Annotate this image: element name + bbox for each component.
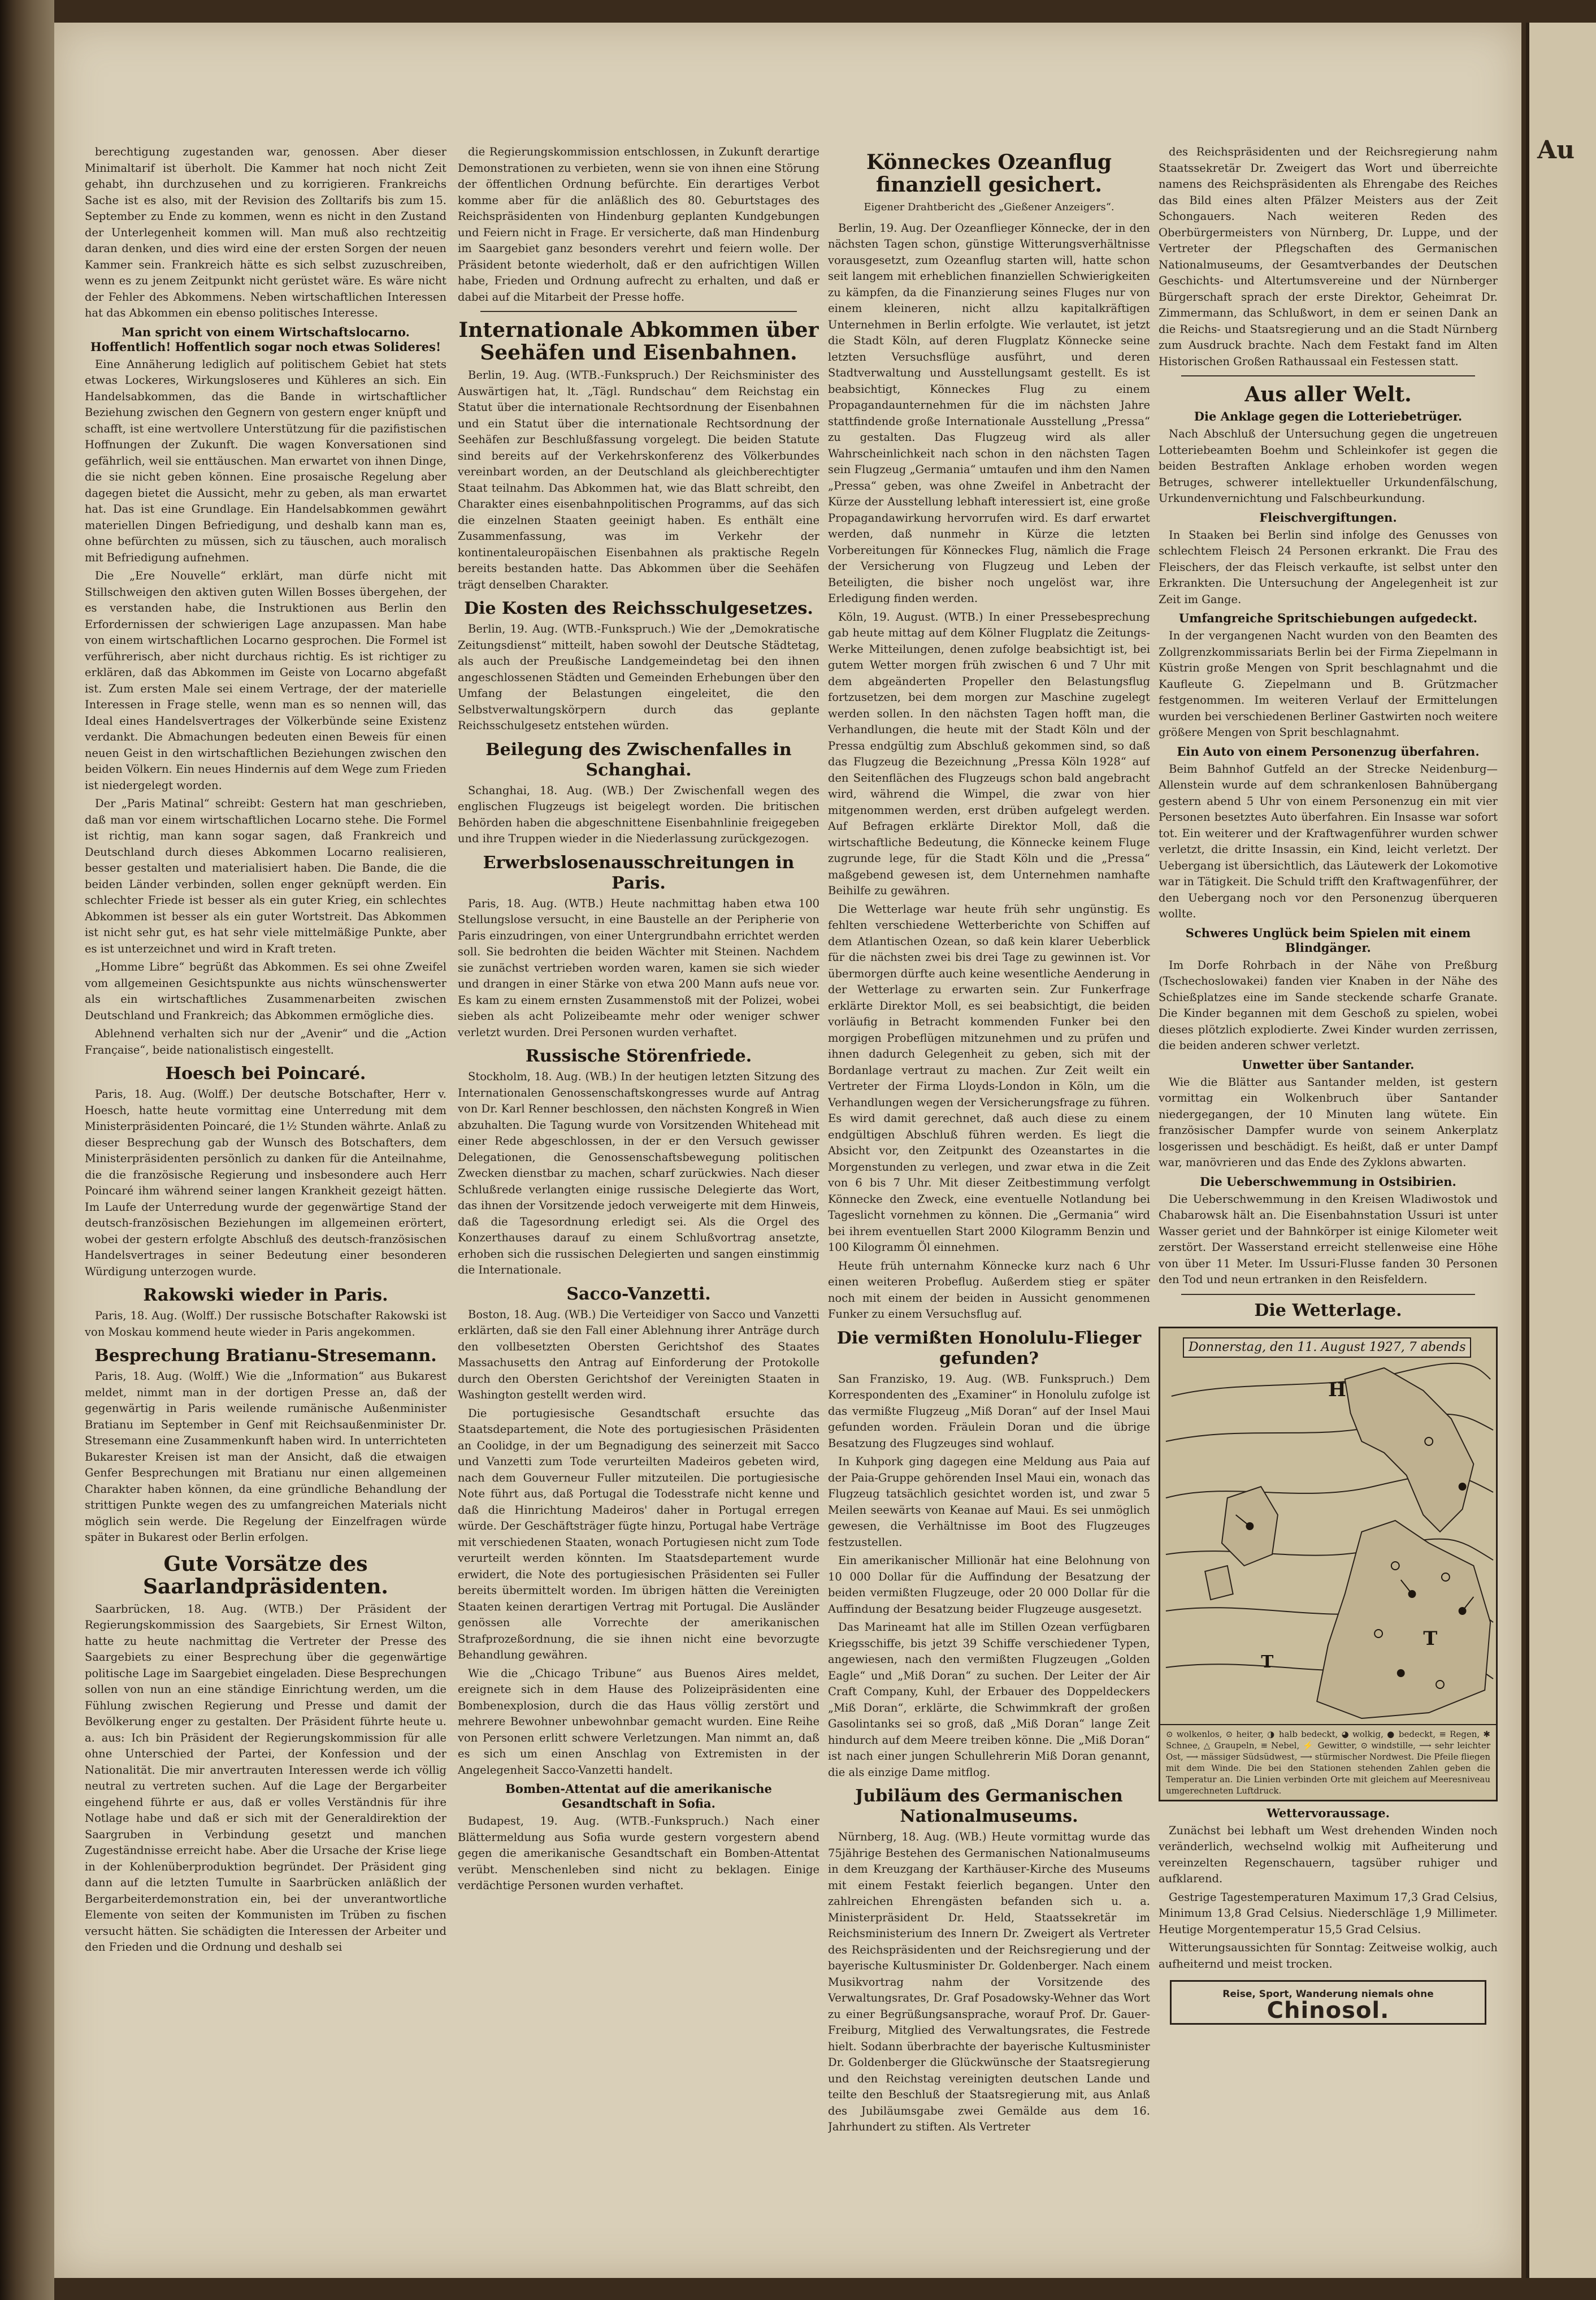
divider [480, 311, 797, 312]
headline-ostsibirien: Die Ueberschwemmung in Ostsibirien. [1200, 1174, 1456, 1189]
article-text: Gestrige Tagestemperaturen Maximum 17,3 Grad Celsius, Minimum 13,8 Grad Celsius. Niederschläge 1,9 Millimeter. Heutige Morgentemperatur 15,5 Grad Celsius. [1159, 1890, 1498, 1936]
headline-honolulu: Die vermißten Honolulu-Flieger gefunden? [836, 1328, 1142, 1368]
byline: Eigener Drahtbericht des „Gießener Anzeigers“. [864, 201, 1114, 213]
headline-fleisch: Fleischvergiftungen. [1259, 510, 1397, 525]
article-text: Ein amerikanischer Millionär hat eine Belohnung von 10 000 Dollar für die Auffindung der Besatzung der beiden vermißten Flugzeuge, oder 20 000 Dollar für die Auffindung der Besatzung beider Flugzeuge ausgesetzt. [828, 1554, 1150, 1615]
column-1 [85, 144, 446, 2190]
headline-auto: Ein Auto von einem Personenzug überfahren. [1177, 744, 1480, 759]
weather-map-drawing [1160, 1328, 1496, 1724]
article-text: Paris, 18. Aug. (Wolff.) Der russische Botschafter Rakowski ist von Moskau kommend heute wieder in Paris angekommen. [85, 1309, 446, 1339]
headline-stoerenfriede: Russische Störenfriede. [525, 1046, 752, 1066]
article-text: Paris, 18. Aug. (Wolff.) Der deutsche Botschafter, Herr v. Hoesch, hatte heute vormittag eine Unterredung mit dem Ministerpräsidenten Poincaré, die 1½ Stunden währte. Anlaß zu dieser Besprechung gab der Wunsch des Botschafters, dem Ministerpräsidenten persönlich zu danken für die Anteilnahme, die die französische Regierung und insbesondere auch Herr Poincaré ihm während seiner langen Krankheit gezeigt hätten. Im Laufe der Unterredung wurde der gegenwärtige Stand der deutsch-französischen Beziehungen im allgemeinen erörtert, wobei der gestern erfolgte Abschluß des deutsch-französischen Handelsvertrages in seiner Bedeutung einer besonderen Würdigung unterzogen wurde. [85, 1088, 446, 1278]
article-text: Die portugiesische Gesandtschaft ersuchte das Staatsdepartement, die Note des portugiesischen Präsidenten an Coolidge, in der um Begnadigung des seinerzeit mit Sacco und Vanzetti zum Tode verurteilten Madeiros gebeten wird, nach dem Gouverneur Fuller mitzuteilen. Die portugiesische Note führt aus, daß Portugal die Todesstrafe nicht kenne und daß die Hinrichtung Madeiros' daher in Portugal erregen würde. Der Geschäftsträger fügte hinzu, Portugal habe Verträge mit verschiedenen Staaten, wonach Portugiesen nicht zum Tode verurteilt werden könnten. Im Staatsdepartement wurde erwidert, die Note des portugiesischen Präsidenten sei Fuller bereits übermittelt worden. Im übrigen hätten die Vereinigten Staaten keinen derartigen Vertrag mit Portugal. Die Ausländer genössen alle Vorrechte der amerikanischen Strafprozeßordnung, die sie ihnen nicht eine bevorzugte Behandlung gewähren. [458, 1406, 819, 1661]
headline-wettervoraussage: Wettervoraussage. [1267, 1805, 1390, 1820]
headline-schanghai: Beilegung des Zwischenfalles in Schanghai. [485, 739, 792, 780]
article-text: Köln, 19. August. (WTB.) In einer Pressebesprechung gab heute mittag auf dem Kölner Flugplatz die Zeitungs-Werke Mitteilungen, denen zufolge beabsichtigt ist, bei gutem Wetter morgen früh zwischen 6 und 7 Uhr mit dem abgeänderten Propeller den Belastungsflug fortzusetzen, bei dem morgen zur Maschine zugelegt werden sollen. In den nächsten Tagen hofft man, die Verhandlungen, die heute mit der Stadt Köln und der Pressa endgültig zum Abschluß gekommen sind, so daß das Flugzeug die Bezeichnung „Pressa Köln 1928“ auf den Seitenflächen des Flugzeugs schon bald angebracht wird, während die Wimpel, die zwar von hier mitgenommen werden, erst drüben aufgelegt werden. Auf Befragen erklärte Direktor Moll, daß die wirtschaftliche Bedeutung, die Könnecke keinem Fluge zugrunde lege, für die Stadt Köln und die „Pressa“ maßgebend gewesen ist, dem Unternehmen namhafte Beihilfe zu gewähren. [828, 610, 1150, 897]
headline-besprechung: Besprechung Bratianu-Stresemann. [94, 1346, 437, 1366]
column-2 [458, 144, 819, 2213]
article-text: Boston, 18. Aug. (WB.) Die Verteidiger von Sacco und Vanzetti erklärten, daß sie den Fall einer Ablehnung ihrer Anträge durch den vollbesetzten Obersten Gerichtshof des Staates Massachusetts den Antrag auf Einforderung der Protokolle durch den Obersten Gerichtshof der Vereinigten Staaten in Washington gestellt werden wird. [458, 1307, 819, 1401]
article-text: Ablehnend verhalten sich nur der „Avenir“ und die „Action Française“, beide nationalistisch eingestellt. [85, 1027, 446, 1056]
column-4 [1159, 144, 1498, 2247]
article-text: Die Wetterlage war heute früh sehr ungünstig. Es fehlten verschiedene Wetterberichte von Schiffen auf dem Atlantischen Ozean, so daß kein klarer Ueberblick für die nächsten zwei bis drei Tage zu gewinnen ist. Vor übermorgen dürfte auch keine wesentliche Aenderung in der Wetterlage zu erwarten sein. Zur Funkerfrage erklärte Direktor Moll, es sei beabsichtigt, die beiden vorläufig in Betracht kommenden Funker bei den morgigen Probeflügen mitzunehmen und zu prüfen und ihnen dadurch Gelegenheit zu geben, sich mit der Bordanlage vertraut zu machen. Zur Zeit weilt ein Vertreter der Firma Lloyds-London in Köln, um die Verhandlungen wegen der Versicherungsfrage zu führen. Es wird damit gerechnet, daß auch diese zu einem endgültigen Abschluß führen werden. Es liegt die Absicht vor, den Zeitpunkt des Ozeanstartes in die Morgenstunden zu verlegen, und zwar etwa in die Zeit von 6 bis 7 Uhr. Mit dieser Zeitbestimmung verfolgt Könnecke den Zweck, eine eventuelle Notlandung bei Tageslicht vornehmen zu können. Die „Germania“ wird bei ihrem eventuellen Start 2000 Kilogramm Benzin und 100 Kilogramm Öl einnehmen. [828, 902, 1150, 1254]
article-text: Berlin, 19. Aug. Der Ozeanflieger Könnecke, der in den nächsten Tagen schon, günstige Witterungsverhältnisse vorausgesetzt, zum Ozeanflug starten will, hatte schon seit langem mit erheblichen finanziellen Schwierigkeiten zu kämpfen, da die Finanzierung seines Fluges nur von einem kleineren, nicht allzu kapitalkräftigen Unternehmen in Berlin erfolgte. Wie verlautet, ist jetzt die Stadt Köln, auf deren Flugplatz Könnecke seine letzten Versuchsflüge ausführt, und deren Stadtverwaltung und Ausstellungsamt gestellt. Es ist beabsichtigt, Könneckes Flug zu einem Propagandaunternehmen für die im nächsten Jahre stattfindende große Internationale Ausstellung „Pressa“ zu gestalten. Das Flugzeug wird als aller Wahrscheinlichkeit nach schon in den nächsten Tagen sein Flugzeug „Germania“ umtaufen und ihm den Namen „Pressa“ geben, was ohne Zweifel in Anbetracht der Kürze der Ausstellung lebhaft interessiert ist, eine große Propagandawirkung hervorrufen wird. Es darf erwartet werden, daß nunmehr in Kürze die letzten Vorbereitungen für Könneckes Flug, nämlich die Frage der Versicherung von Flugzeug und Leben der Beteiligten, die bisher noch ungelöst war, ihre Erledigung finden werden. [828, 221, 1150, 605]
weather-map-title: Donnerstag, den 11. August 1927, 7 abends [1183, 1337, 1471, 1358]
weather-map-legend: ⊙ wolkenlos, ⊙ heiter, ◑ halb bedeckt, ◕ wolkig, ● bedeckt, ≡ Regen, ✱ Schnee, △ Graupeln, ≡ Nebel, ⚡ Gewitter, ⊙ windstille, ⟶ sehr leichter Ost, ⟶ mässiger Südsüdwest, ⟶ stürmischer Nordwest. Die Pfeile fliegen mit dem Winde. Die bei den Stationen stehenden Zahlen geben die Temperatur an. Die Linien verbinden Orte mit gleichem auf Meeresniveau umgerechneten Luftdruck. [1160, 1724, 1496, 1800]
headline-reichsschulgesetz: Die Kosten des Reichsschulgesetzes. [464, 599, 813, 618]
article-text: Das Marineamt hat alle im Stillen Ozean verfügbaren Kriegsschiffe, bis jetzt 39 Schiffe verschiedener Typen, angewiesen, nach den vermißten Flugzeugen „Golden Eagle“ und „Miß Doran“ zu suchen. Der Leiter der Air Craft Company, Kuhl, der Erbauer des Doppeldeckers „Miß Doran“, erklärte, die Schwimmkraft der großen Gasolintanks sei so groß, daß „Miß Doran“ lange Zeit hindurch auf dem Meere treiben könne. Die „Miß Doran“ ist nach einer jungen Schullehrerin Miß Doran genannt, die als einzige Dame mitflog. [828, 1621, 1150, 1779]
headline-saarland: Gute Vorsätze des Saarlandpräsidenten. [143, 1552, 388, 1599]
article-text: des Reichspräsidenten und der Reichsregierung nahm Staatssekretär Dr. Zweigert das Wort und überreichte namens des Reichspräsidenten als Ehrengabe des Reiches das Bild eines alten Pfälzer Meisters aus der Zeit Schongauers. Nach weiteren Reden des Oberbürgermeisters von Nürnberg, Dr. Luppe, und der Vertreter der Pflegschaften des Germanischen Nationalmuseums, der Gesamtverbandes der Deutschen Geschichts- und Altertumsvereine und der Nürnberger Bürgerschaft sprach der erste Direktor, Geheimrat Dr. Zimmermann, das Schlußwort, in dem er seinen Dank an die Reichs- und Staatsregierung und an die Stadt Nürnberg zum Ausdruck brachte. Nach dem Festakt fand im Alten Historischen Großen Rathaussaal ein Festessen statt. [1159, 145, 1498, 368]
article-text: Wie die Blätter aus Santander melden, ist gestern vormittag ein Wolkenbruch über Santander niedergegangen, der 10 Minuten lang wütete. Ein französischer Dampfer wurde von seinem Ankerplatz losgerissen und beschädigt. Es heißt, daß er unter Dampf war, manövrieren und das Ende des Zyklons abwarten. [1159, 1075, 1498, 1169]
headline-koennecke: Könneckes Ozeanflug finanziell gesichert. [866, 150, 1112, 197]
article-text: San Franzisko, 19. Aug. (WB. Funkspruch.) Dem Korrespondenten des „Examiner“ in Honolulu zufolge ist das vermißte Flugzeug „Miß Doran“ auf der Insel Maui gefunden worden. Fräulein Doran und die übrige Besatzung des Flugzeuges sind wohlauf. [828, 1372, 1150, 1450]
article-text: Berlin, 19. Aug. (WTB.-Funkspruch.) Wie der „Demokratische Zeitungsdienst“ mitteilt, haben sowohl der Deutsche Städtetag, als auch der Preußische Landgemeindetag bei den ihnen angeschlossenen Städten und Gemeinden Erhebungen über den Umfang der Belastungen eingeleitet, die den Selbstverwaltungskörpern durch das geplante Reichsschulgesetz entstehen würden. [458, 622, 819, 732]
headline-hoesch: Hoesch bei Poincaré. [165, 1064, 366, 1084]
divider [1181, 1294, 1475, 1295]
article-text: die Regierungskommission entschlossen, in Zukunft derartige Demonstrationen zu verbieten, wenn sie von ihnen eine Störung der öffentlichen Ordnung befürchte. Ein derartiges Verbot komme aber für die anläßlich des 80. Geburtstages des Reichspräsidenten von Hindenburg geplanten Kundgebungen und Feiern nicht in Frage. Er versicherte, daß man Hindenburg im Saargebiet ganz besonders verehrt und feiern wolle. Der Präsident betonte wiederholt, daß er den aufrichtigen Willen habe, Frieden und Ordnung aufrecht zu erhalten, und daß er dabei auf die Mitarbeit der Presse hoffe. [458, 145, 819, 304]
article-text: Wie die „Chicago Tribune“ aus Buenos Aires meldet, ereignete sich in dem Hause des Polizeipräsidenten eine Bombenexplosion, durch die das Haus völlig zerstört und mehrere Bewohner unbewohnbar gemacht wurden. Eine Reihe von Personen erlitt schwere Verletzungen. Man nimmt an, daß es sich um einen Anschlag von Extremisten in der Angelegenheit Sacco-Vanzetti handelt. [458, 1666, 819, 1777]
svg-text:T: T [1261, 1652, 1274, 1672]
article-text: Im Dorfe Rohrbach in der Nähe von Preßburg (Tschechoslowakei) fanden vier Knaben in der Nähe des Schießplatzes eine im Sande steckende scharfe Granate. Die Kinder begannen mit dem Geschoß zu spielen, wobei dieses plötzlich explodierte. Zwei Kinder wurden zerrissen, die beiden anderen schwer verletzt. [1159, 958, 1498, 1052]
svg-text:T: T [1423, 1626, 1438, 1649]
headline-wetterlage: Die Wetterlage. [1254, 1300, 1402, 1320]
headline-rakowski: Rakowski wieder in Paris. [143, 1285, 388, 1305]
article-text: Eine Annäherung lediglich auf politischem Gebiet hat stets etwas Lockeres, Wirkungsloseres und Kühleres an sich. Ein Handelsabkommen, das die Bande in wirtschaftlicher Beziehung zwischen den Gegnern von gestern enger knüpft und schafft, ist eine wertvollere Unterstützung für die pazifistischen Hoffnungen der Zukunft. Die wagen Konversationen sind gefährlich, weil sie enttäuschen. Man erwartet von ihnen Dinge, die sie nicht geben können. Eine prosaische Regelung aber dagegen bietet die Aussicht, mehr zu geben, als man erwartet hat. Das ist eine Grundlage. Ein Handelsabkommen gewährt materiellen Dingen Befriedigung, und deshalb kann man es, ohne befürchten zu müssen, sich zu täuschen, auch moralisch mit Befriedigung aufnehmen. [85, 357, 446, 564]
headline-blindgaenger: Schweres Unglück beim Spielen mit einem Blindgänger. [1185, 925, 1471, 955]
article-text: berechtigung zugestanden war, genossen. Aber dieser Minimaltarif ist überholt. Die Kammer hat noch nicht Zeit gehabt, ihn durchzusehen und zu korrigieren. Frankreichs Sache ist es also, mit der Revision des Zolltarifs bis zum 15. September zu Ende zu kommen, wenn es nicht in den Zustand der Unterlegenheit kommen will. Man muß also rechtzeitig daran denken, und dies wird eine der ersten Sorgen der neuen Kammer sein. Frankreich hätte es sich selbst zuzuschreiben, wenn es zu jenem Zeitpunkt nicht gerüstet wäre. Es wäre nicht der Fehler des Abkommens. Neben wirtschaftlichen Interessen hat das Abkommen ein ebenso politisches Interesse. [85, 145, 446, 319]
headline-internationale-abkommen: Internationale Abkommen über Seehäfen und Eisenbahnen. [458, 318, 819, 365]
article-text: In Staaken bei Berlin sind infolge des Genusses von schlechtem Fleisch 24 Personen erkrankt. Die Frau des Fleischers, der das Fleisch verkaufte, ist selbst unter den Erkrankten. Die Untersuchung der Angelegenheit ist zur Zeit im Gange. [1159, 528, 1498, 606]
article-text: Die Ueberschwemmung in den Kreisen Wladiwostok und Chabarowsk hält an. Die Eisenbahnstation Ussuri ist unter Wasser geriet und der Bahnkörper ist einige Kilometer weit zerstört. Der Wasserstand erreicht stellenweise eine Höhe von über 11 Meter. Im Ussuri-Flusse fanden 30 Personen den Tod und neun ertranken in den Reisfeldern. [1159, 1192, 1498, 1286]
article-text: Stockholm, 18. Aug. (WB.) In der heutigen letzten Sitzung des Internationalen Genossenschaftskongresses wurde auf Antrag von Dr. Karl Renner beschlossen, den nächsten Kongreß in Wien abzuhalten. Die Tagung wurde von Vorsitzenden Whitehead mit einer Rede abgeschlossen, in der er den Versuch gewisser Delegationen, die Genossenschaftsbewegung politischen Zwecken dienstbar zu machen, scharf zurückwies. Nach dieser Schlußrede verlangten einige russische Delegierte das Wort, das ihnen der Vorsitzende jedoch verweigerte mit dem Hinweis, daß die Tagesordnung erledigt sei. Als die Orgel des Konzerthauses darauf zu einem Schlußvortrag ansetzte, erhoben sich die russischen Delegierten und sangen einstimmig die Internationale. [458, 1070, 819, 1276]
article-text: Nach Abschluß der Untersuchung gegen die ungetreuen Lotteriebeamten Boehm und Schleinkofer ist gegen die beiden Bestraften Anklage erhoben worden wegen Betruges, schwerer intellektueller Urkundenfälschung, Urkundenvernichtung und Falschbeurkundung. [1159, 427, 1498, 505]
book-spine [0, 0, 54, 2300]
article-text: Paris, 18. Aug. (WTB.) Heute nachmittag haben etwa 100 Stellungslose versucht, in eine Baustelle an der Peripherie von Paris einzudringen, von einer Untergrundbahn errichtet werden soll. Sie bedrohten die beiden Wächter mit Steinen. Nachdem sie zunächst vertrieben worden waren, kamen sie sich wieder und drangen in einer Stärke von etwa 200 Mann aufs neue vor. Es kam zu einem ernsten Zusammenstoß mit der Polizei, wobei sieben als acht Polizeibeamte mehr oder weniger schwer verletzt wurden. Drei Personen wurden verhaftet. [458, 896, 819, 1039]
article-text: Der „Paris Matinal“ schreibt: Gestern hat man geschrieben, daß man vor einem wirtschaftlichen Locarno stehe. Die Formel ist richtig, man kann sogar sagen, daß Frankreich und Deutschland durch dieses Abkommen Locarno realisieren, besser gestalten und materialisiert haben. Die Bande, die die beiden Länder verbinden, sollen enger geknüpft werden. Ein schlechter Friede ist besser als ein guter Krieg, ein schlechtes Abkommen ist besser als ein guter Wortstreit. Das Abkommen ist nicht sehr gut, es hat sehr viele mittelmäßige Punkte, aber es ist unterzeichnet und wird in Kraft treten. [85, 797, 446, 955]
headline-santander: Unwetter über Santander. [1242, 1057, 1415, 1072]
subheading: Man spricht von einem Wirtschaftslocarno. Hoffentlich! Hoffentlich sogar noch etwas Solideres! [90, 324, 441, 354]
headline-erwerbslose: Erwerbslosenausschreitungen in Paris. [483, 852, 795, 893]
headline-sacco-vanzetti: Sacco-Vanzetti. [566, 1284, 711, 1304]
svg-text:H: H [1328, 1378, 1346, 1401]
article-text: Budapest, 19. Aug. (WTB.-Funkspruch.) Nach einer Blättermeldung aus Sofia wurde gestern vorgestern abend gegen die amerikanische Gesandtschaft ein Bomben-Attentat verübt. Menschenleben sind nicht zu beklagen. Einige verdächtige Personen wurden verhaftet. [458, 1814, 819, 1892]
article-text: Beim Bahnhof Gutfeld an der Strecke Neidenburg—Allenstein wurde auf dem schrankenlosen Bahnübergang gestern abend 5 Uhr von einem Personenzug ein mit vier Personen besetztes Auto überfahren. Ein Insasse war sofort tot. Ein weiterer und der Kraftwagenführer wurden schwer verletzt, die dritte Insassin, ein Kind, leicht verletzt. Der Uebergang ist übersichtlich, das Läutewerk der Lokomotive war in Tätigkeit. Die Schuld trifft den Kraftwagenführer, der den Uebergang noch vor den Personenzug überqueren wollte. [1159, 762, 1498, 920]
article-text: In der vergangenen Nacht wurden von den Beamten des Zollgrenzkommissariats Berlin bei der Firma Ziepelmann in Küstrin große Mengen von Sprit beschlagnahmt und die Kaufleute G. Ziepelmann und B. Grützmacher festgenommen. Im weiteren Verlauf der Ermittelungen wurden bei verschiedenen Berliner Gastwirten noch weitere größere Mengen von Sprit beschlagnahmt. [1159, 629, 1498, 739]
article-text: Paris, 18. Aug. (Wolff.) Wie die „Information“ aus Bukarest meldet, nimmt man in der dortigen Presse an, daß der gegenwärtig in Paris weilende rumänische Außenminister Bratianu im September in Genf mit Reichsaußenminister Dr. Stresemann eine Zusammenkunft haben wird. In unterrichteten Bukarester Kreisen ist man der Ansicht, daß die etwaigen Genfer Besprechungen mit Bratianu nur einen allgemeinen Charakter haben können, da eine gründliche Behandlung der strittigen Punkte wegen des zu umfangreichen Materials nicht möglich sein werde. Die Regelung der Einzelfragen würde später in Bukarest oder Berlin erfolgen. [85, 1370, 446, 1544]
article-text: Die „Ere Nouvelle“ erklärt, man dürfe nicht mit Stillschweigen den aktiven guten Willen Bosses übergehen, der es verstanden habe, die Instruktionen aus Berlin den Erfordernissen der schwierigen Lage anzupassen. Man habe von einem wirtschaftlichen Locarno gesprochen. Die Formel ist verführerisch, aber nicht durchaus richtig. Es ist richtiger zu erklären, daß das Abkommen im Geiste von Locarno abgefaßt ist. Zum ersten Male sei einem Vertrage, der der materielle Interessen in Frage stelle, wenn man es so nennen will, das Ideal eines Handelsvertrages der Völkerbünde seine Existenz verdankt. Die Abmachungen bedeuten einen Beweis für einen neuen Geist in den wirtschaftlichen Beziehungen zwischen den beiden Völkern. Ein neues Hindernis auf dem Wege zum Frieden ist niedergelegt worden. [85, 569, 446, 792]
article-text: Witterungsaussichten für Sonntag: Zeitweise wolkig, auch aufheiternd und meist trocken. [1159, 1941, 1498, 1970]
article-text: Zunächst bei lebhaft um West drehenden Winden noch veränderlich, wechselnd wolkig mit Aufheiterung und vereinzelten Regenschauern, tagsüber ruhiger und aufklarend. [1159, 1823, 1498, 1885]
article-text: „Homme Libre“ begrüßt das Abkommen. Es sei ohne Zweifel vom allgemeinen Gesichtspunkte aus nichts wünschenswerter als ein wirtschaftliches Zusammenarbeiten zwischen Deutschland und Frankreich; das Abkommen ermögliche dies. [85, 960, 446, 1022]
adjacent-page-edge [1526, 23, 1596, 2278]
headline-lotterie: Die Anklage gegen die Lotteriebetrüger. [1194, 409, 1463, 423]
article-text: Berlin, 19. Aug. (WTB.-Funkspruch.) Der Reichsminister des Auswärtigen hat, lt. „Tägl. Rundschau“ dem Reichstag ein Statut über die internationale Rechtsordnung der Eisenbahnen und ein Statut über die internationale Rechtsordnung der Seehäfen zur Beschlußfassung vorgelegt. Die beiden Statute sind bereits auf der Verkehrskonferenz des Völkerbundes vereinbart worden, an der Deutschland als gleichberechtigter Staat teilnahm. Das Abkommen hat, wie das Blatt schreibt, den Charakter eines eisenbahnpolitischen Programms, auf das sich die einzelnen Staaten geeinigt haben. Es enthält eine Zusammenfassung, was im Verkehr der kontinentaleuropäischen Eisenbahnen als praktische Regeln bereits bestanden hatte. Das Abkommen über die Seehäfen trägt denselben Charakter. [458, 369, 819, 591]
article-text: Heute früh unternahm Könnecke kurz nach 6 Uhr einen weiteren Probeflug. Außerdem stieg er später noch mit einem der beiden in Aussicht genommenen Funker zu einem Versuchsflug auf. [828, 1259, 1150, 1320]
article-text: In Kuhpork ging dagegen eine Meldung aus Paia auf der Paia-Gruppe gehörenden Insel Maui ein, wonach das Flugzeug tatsächlich gesichtet worden ist, und zwar 5 Meilen seewärts von Keanae auf Maui. Es sei unmöglich gewesen, die Verhältnisse im Boot des Flugzeuges festzustellen. [828, 1455, 1150, 1549]
adjacent-page-fragment: Au [1537, 136, 1575, 164]
ad-brand: Chinosol. [1267, 1997, 1390, 2024]
headline-bomben-attentat: Bomben-Attentat auf die amerikanische Gesandtschaft in Sofia. [505, 1782, 772, 1810]
section-heading-aus-aller-welt: Aus aller Welt. [1244, 383, 1412, 406]
article-text: Nürnberg, 18. Aug. (WB.) Heute vormittag wurde das 75jährige Bestehen des Germanischen Nationalmuseums in dem Kreuzgang der Karthäuser-Kirche des Museums mit einem Festakt feierlich begangen. Unter den zahlreichen Ehrengästen befanden sich u. a. Ministerpräsident Dr. Held, Staatssekretär im Reichsministerium des Innern Dr. Zweigert als Vertreter des Reichspräsidenten und der Reichsregierung und der bayerische Kultusminister Dr. Goldenberger. Nach einem Musikvortrag nahm der Vorsitzende des Verwaltungsrates, Dr. Graf Posadowsky-Wehner das Wort zu einer Begrüßungsansprache, worauf Prof. Dr. Gauer-Freiburg, Mitglied des Verwaltungsrates, die Festrede hielt. Sodann überbrachte der bayerische Kultusminister Dr. Goldenberger die Glückwünsche der Staatsregierung und den Reichstag vereinigten deutschen Lande und teilte den Beschluß der Staatsregierung mit, aus Anlaß des Jubiläumsgabe zwei Gemälde aus dem 16. Jahrhundert zu stiften. Als Vertreter [828, 1830, 1150, 2133]
divider [1181, 375, 1475, 376]
ad-tagline: Reise, Sport, Wanderung niemals ohne [1222, 1989, 1434, 2000]
weather-map [1159, 1327, 1498, 1801]
article-text: Saarbrücken, 18. Aug. (WTB.) Der Präsident der Regierungskommission des Saargebiets, Sir Ernest Wilton, hatte zu heute nachmittag die Vertreter der Presse des Saargebiets zu einer Besprechung über die gegenwärtige politische Lage im Saargebiet eingeladen. Diese Besprechungen sollen von nun an eine ständige Einrichtung werden, um die Fühlung zwischen Regierung und Presse und damit der Bevölkerung enger zu gestalten. Der Präsident führte heute u. a. aus: Ich bin Präsident der Regierungskommission für alle ohne Unterschied der Partei, der Konfession und der Nationalität. Die mir anvertrauten Interessen werde ich völlig neutral zu vertreten suchen. Auf die Lage der Bergarbeiter eingehend führte er aus, daß er volles Verständnis für ihre Notlage habe und daß er sich mit der Generaldirektion der Saargruben in Verbindung gesetzt und manchen Zugeständnisse erreicht habe. Aber die Ursache der Krise liege in der Kohlenüberproduktion begründet. Der Präsident ging dann auf die letzten Tumulte in Saarbrücken anläßlich der Bergarbeiterdemonstration ein, bei der unverantwortliche Elemente von seiten der Kommunisten im Trüben zu fischen versucht hätten. Sie schädigten die Interessen der Arbeiter und den Frieden und die Ordnung und deshalb sei [85, 1602, 446, 1954]
article-text: Schanghai, 18. Aug. (WB.) Der Zwischenfall wegen des englischen Flugzeugs ist beigelegt worden. Die britischen Behörden haben die abgeschnittene Eisenbahnlinie freigegeben und ihre Truppen wieder in die Niederlassung zurückgezogen. [458, 783, 819, 845]
column-3 [828, 144, 1150, 2236]
headline-jubilaeum: Jubiläum des Germanischen Nationalmuseums. [855, 1786, 1123, 1826]
chinosol-advertisement [1170, 1980, 1486, 2025]
headline-sprit: Umfangreiche Spritschiebungen aufgedeckt. [1178, 611, 1478, 625]
